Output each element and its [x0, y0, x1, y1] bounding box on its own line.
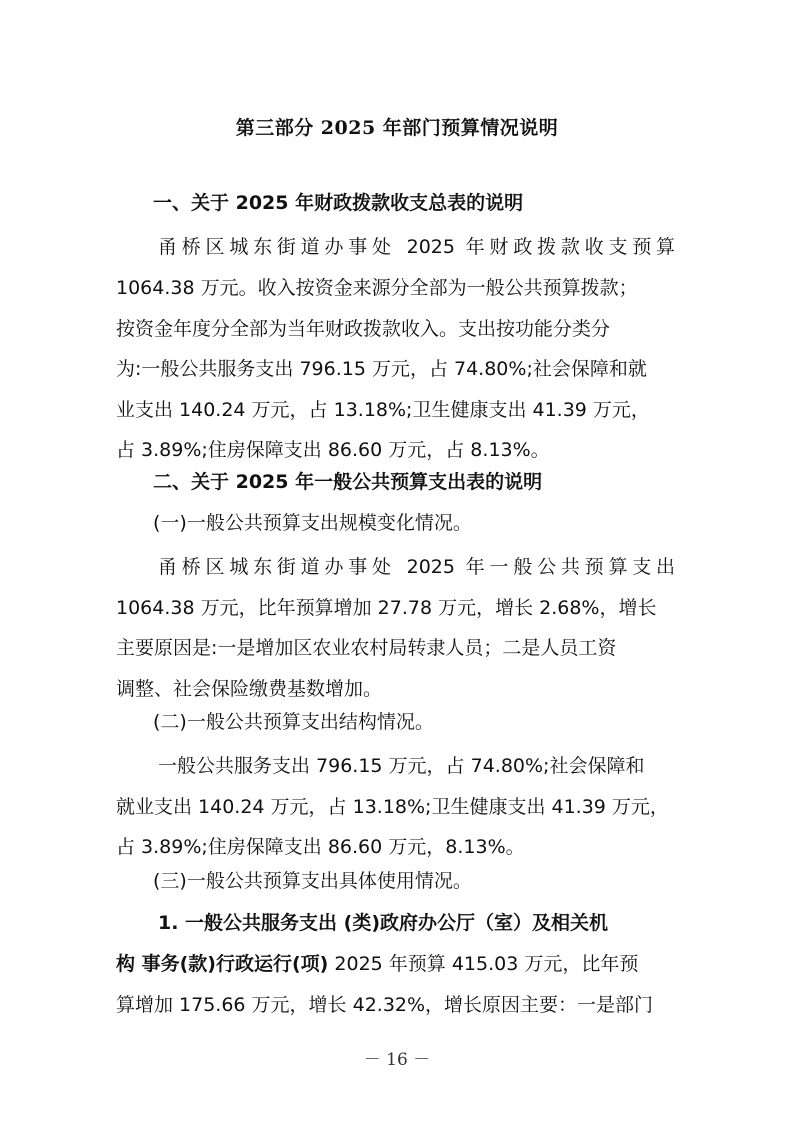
section2-para2-line: 一般公共服务支出 796.15 万元，占 74.80%;社会保障和: [158, 755, 645, 777]
section1-line: 1064.38 万元。收入按资金来源分全部为一般公共预算拨款；: [116, 277, 638, 299]
page-title: 第三部分 2025 年部门预算情况说明: [235, 117, 559, 139]
item1-line: 1. 一般公共服务支出 (类)政府办公厅（室）及相关机: [158, 912, 609, 934]
subsection-heading: (二)一般公共预算支出结构情况。: [153, 711, 434, 733]
item1-line: 算增加 175.66 万元，增长 42.32%，增长原因主要：一是部门: [116, 994, 654, 1016]
section1-line: 为:一般公共服务支出 796.15 万元，占 74.80%;社会保障和就: [116, 358, 647, 380]
item1-line-rest: 2025 年预算 415.03 万元，比年预: [328, 953, 639, 975]
subsection-heading: (三)一般公共预算支出具体使用情况。: [153, 870, 472, 892]
section2-para1-line: 调整、社会保险缴费基数增加。: [116, 678, 383, 700]
section1-line: 占 3.89%;住房保障支出 86.60 万元，占 8.13%。: [116, 439, 550, 461]
page-number: － 16 －: [363, 1050, 431, 1070]
item1-line: [116, 949, 676, 979]
section1-line: 业支出 140.24 万元，占 13.18%;卫生健康支出 41.39 万元，: [116, 399, 650, 421]
section2-para1-line: 主要原因是:一是增加区农业农村局转隶人员；二是人员工资: [116, 637, 617, 659]
section1-line: 甬桥区城东街道办事处 2025 年财政拨款收支预算: [158, 236, 675, 258]
section1-heading: 一、关于 2025 年财政拨款收支总表的说明: [153, 192, 524, 214]
section1-line: 按资金年度分全部为当年财政拨款收入。支出按功能分类分: [116, 318, 611, 340]
section2-para2-line: 占 3.89%;住房保障支出 86.60 万元，8.13%。: [116, 836, 525, 858]
section2-para1-line: 甬桥区城东街道办事处 2025 年一般公共预算支出: [158, 556, 675, 578]
subsection-heading: (一)一般公共预算支出规模变化情况。: [153, 512, 472, 534]
section2-para2-line: 就业支出 140.24 万元，占 13.18%;卫生健康支出 41.39 万元，: [116, 796, 669, 818]
section2-para1-line: 1064.38 万元，比年预算增加 27.78 万元，增长 2.68%，增长: [116, 597, 657, 619]
item1-bold-label: 构 事务(款)行政运行(项): [116, 953, 329, 975]
section2-heading: 二、关于 2025 年一般公共预算支出表的说明: [153, 471, 543, 493]
